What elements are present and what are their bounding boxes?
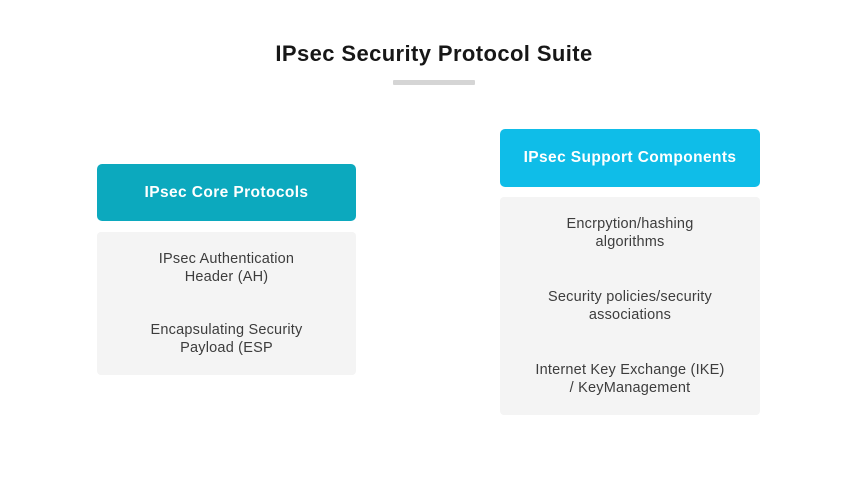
support-components-group: [500, 129, 760, 415]
list-item-encryption-hashing: Encrpytion/hashing algorithms: [566, 216, 694, 251]
list-item-encapsulating-payload: Encapsulating Security Payload (ESP: [150, 322, 303, 357]
list-item-internet-key-exchange: Internet Key Exchange (IKE) / KeyManagement: [535, 361, 725, 396]
core-protocols-panel: [97, 232, 356, 375]
core-protocols-header: [97, 164, 356, 221]
page-title: IPsec Security Protocol Suite: [275, 41, 593, 66]
support-components-panel: [500, 197, 760, 415]
support-components-header-label: IPsec Support Components: [523, 149, 737, 166]
core-protocols-header-label: IPsec Core Protocols: [144, 183, 309, 201]
list-item-authentication-header: IPsec Authentication Header (AH): [158, 250, 295, 285]
title-underline: [393, 80, 475, 85]
core-protocols-group: [97, 164, 356, 375]
support-components-header: [500, 129, 760, 187]
list-item-security-policies: Security policies/security associations: [548, 288, 712, 323]
